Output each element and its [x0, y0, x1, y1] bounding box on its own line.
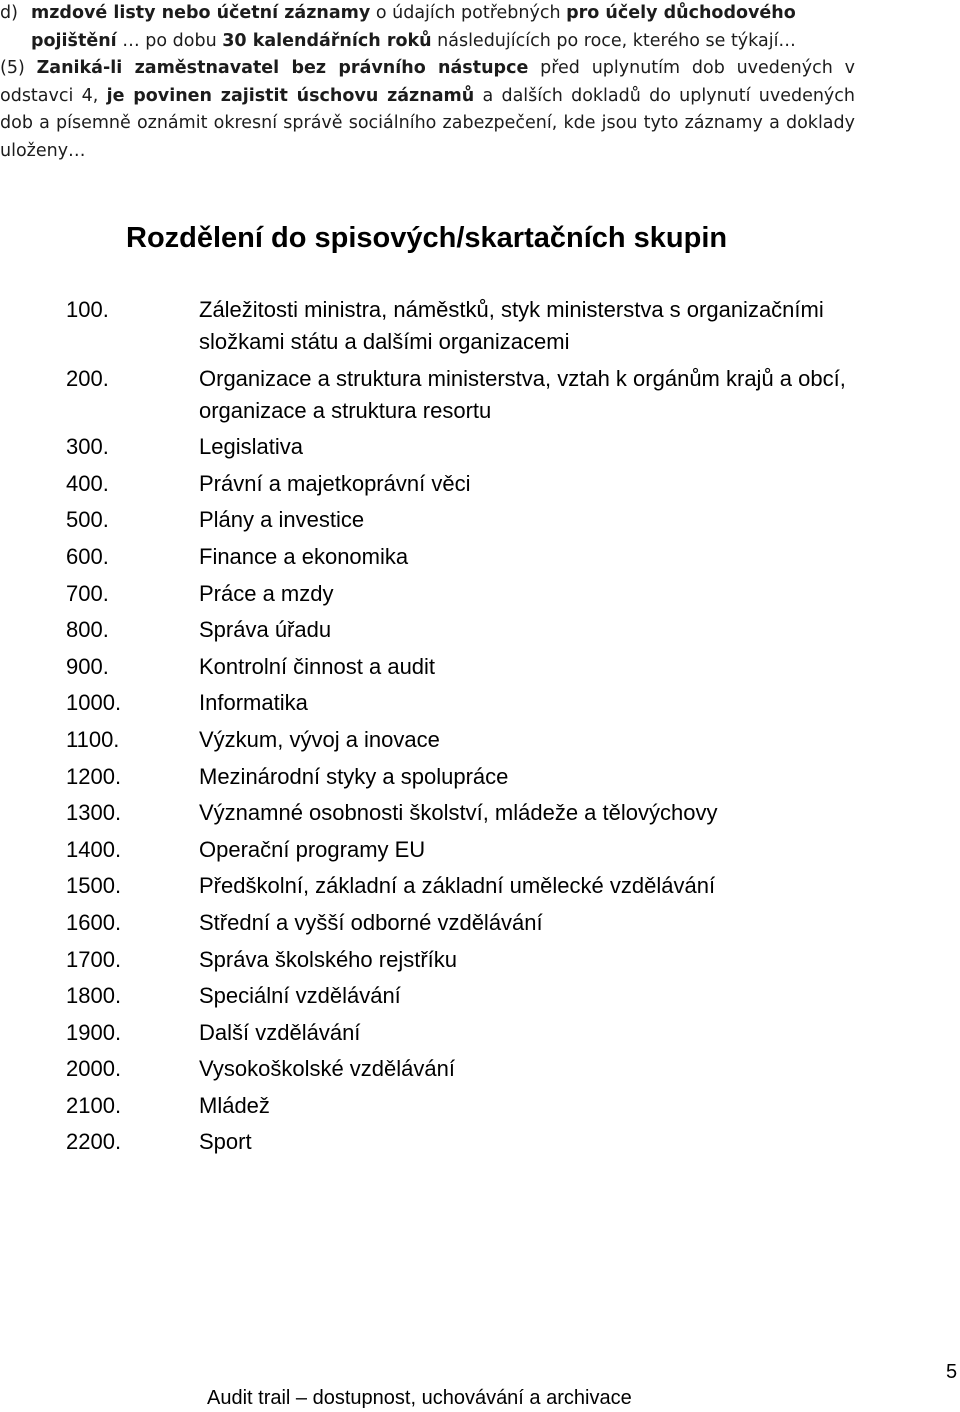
- group-number: 1400.: [66, 836, 122, 862]
- group-list: [0, 294, 900, 1163]
- text-run: … po dobu: [116, 30, 223, 51]
- group-name: Finance a ekonomika: [199, 543, 409, 569]
- group-item: [0, 468, 900, 500]
- group-item: [0, 724, 900, 756]
- group-name: Záležitosti ministra, náměstků, styk ministerstva s organizačními složkami státu a dalšími organizacemi: [199, 297, 824, 354]
- group-item: [0, 761, 900, 793]
- group-number: 900.: [66, 653, 109, 679]
- paragraph-5: [0, 55, 855, 165]
- group-name: Legislativa: [199, 434, 303, 460]
- group-item: [0, 907, 900, 939]
- group-number: 300.: [66, 434, 109, 460]
- group-item: [0, 1090, 900, 1122]
- group-number: 100.: [66, 297, 109, 322]
- group-name: Operační programy EU: [199, 836, 426, 862]
- group-name: Střední a vyšší odborné vzdělávání: [199, 909, 543, 935]
- group-name: Mládež: [199, 1092, 270, 1118]
- group-number: 200.: [66, 365, 109, 391]
- group-name: Kontrolní činnost a audit: [199, 653, 436, 679]
- group-item: [0, 614, 900, 646]
- group-item: [0, 1017, 900, 1049]
- group-item: [0, 431, 900, 463]
- group-item: [0, 870, 900, 902]
- group-name: Organizace a struktura ministerstva, vztah k orgánům krajů a obcí, organizace a struktura resortu: [199, 365, 846, 423]
- text-run: o údajích potřebných: [370, 3, 567, 23]
- bold-phrase: mzdové listy nebo účetní záznamy: [31, 3, 371, 23]
- group-name: Výzkum, vývoj a inovace: [199, 726, 440, 752]
- group-name: Informatika: [199, 690, 308, 716]
- group-name: Práce a mzdy: [199, 580, 334, 606]
- group-item: [0, 541, 900, 573]
- group-name: Plány a investice: [199, 507, 365, 533]
- page-number: 5: [946, 1361, 958, 1383]
- paragraph-d: [0, 0, 855, 55]
- intro-text: [0, 0, 855, 165]
- group-number: 1800.: [66, 983, 122, 1009]
- group-item: [0, 578, 900, 610]
- group-item: [0, 504, 900, 536]
- group-name: Správa úřadu: [199, 617, 332, 643]
- group-number: 2100.: [66, 1092, 122, 1118]
- group-name: Významné osobnosti školství, mládeže a tělovýchovy: [199, 800, 718, 826]
- group-name: Speciální vzdělávání: [199, 983, 401, 1009]
- group-number: 1300.: [66, 800, 122, 826]
- bold-phrase: 30 kalendářních roků: [222, 30, 432, 51]
- group-item: [0, 363, 900, 427]
- group-number: 600.: [66, 543, 109, 569]
- group-name: Předškolní, základní a základní umělecké vzdělávání: [199, 873, 716, 899]
- group-name: Sport: [199, 1129, 252, 1155]
- text-run: následujících po roce, kterého se týkají…: [431, 30, 796, 51]
- group-item: [0, 1126, 900, 1158]
- group-number: 1200.: [66, 763, 122, 789]
- group-number: 1600.: [66, 909, 122, 935]
- bold-phrase: Zaniká-li zaměstnavatel bez právního nástupce: [36, 58, 529, 78]
- group-number: 700.: [66, 580, 109, 606]
- footer-text: Audit trail – dostupnost, uchovávání a archivace: [207, 1387, 632, 1409]
- group-name: Další vzdělávání: [199, 1019, 361, 1045]
- group-number: 500.: [66, 507, 109, 533]
- bold-phrase: pro účely důchodového pojištění: [31, 3, 796, 51]
- group-item: [0, 944, 900, 976]
- group-number: 1700.: [66, 946, 122, 972]
- group-item: [0, 1053, 900, 1085]
- group-item: [0, 294, 900, 358]
- group-number: 1100.: [66, 726, 120, 752]
- bold-phrase: je povinen zajistit úschovu záznamů: [106, 85, 475, 106]
- paragraph-d-label: d): [0, 3, 18, 23]
- group-item: [0, 980, 900, 1012]
- group-name: Mezinárodní styky a spolupráce: [199, 763, 509, 789]
- group-number: 2000.: [66, 1056, 122, 1082]
- group-item: [0, 797, 900, 829]
- text-run: a dalších dokladů do uplynutí uvedených dob a písemně oznámit okresní správě sociálního zabezpečení, kde jsou tyto záznamy a doklady uloženy…: [0, 85, 855, 161]
- group-number: 1900.: [66, 1019, 122, 1045]
- group-item: [0, 834, 900, 866]
- group-name: Právní a majetkoprávní věci: [199, 470, 471, 496]
- group-number: 800.: [66, 617, 109, 643]
- group-item: [0, 687, 900, 719]
- group-name: Vysokoškolské vzdělávání: [199, 1056, 455, 1082]
- group-item: [0, 651, 900, 683]
- group-number: 400.: [66, 470, 109, 496]
- section-heading: Rozdělení do spisových/skartačních skupin: [126, 222, 728, 254]
- group-number: 1500.: [66, 873, 122, 899]
- paragraph-5-label: (5): [0, 58, 37, 78]
- group-number: 2200.: [66, 1129, 122, 1155]
- text-run: před uplynutím dob uvedených v odstavci 4,: [0, 58, 855, 106]
- group-number: 1000.: [66, 690, 122, 716]
- group-name: Správa školského rejstříku: [199, 946, 457, 972]
